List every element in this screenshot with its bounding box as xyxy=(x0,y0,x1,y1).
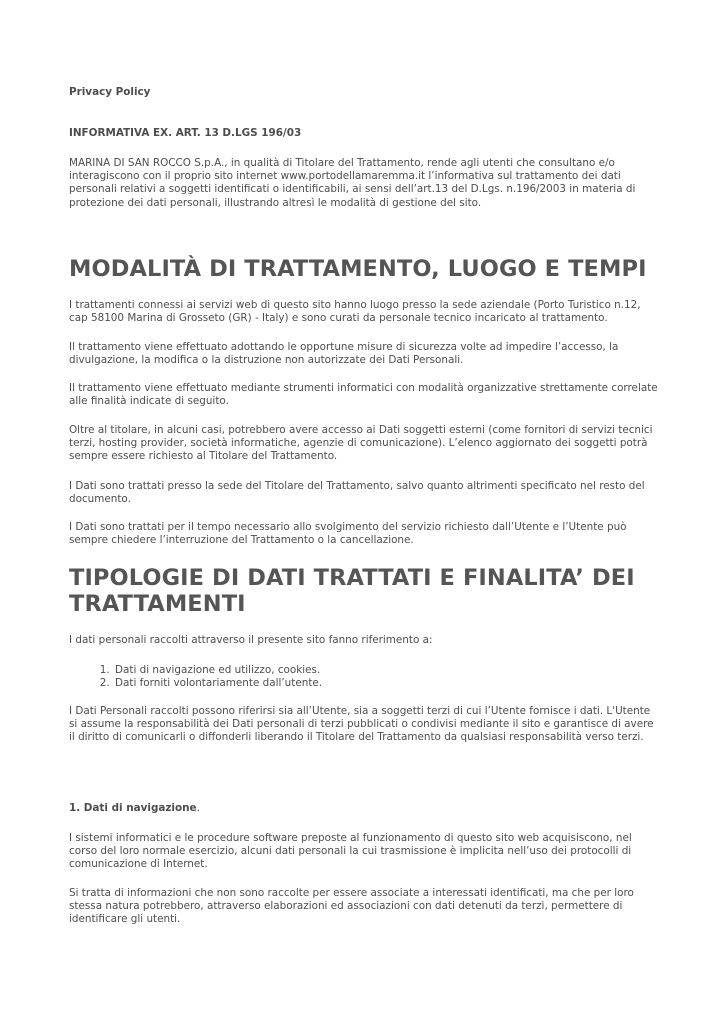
intro-paragraph: MARINA DI SAN ROCCO S.p.A., in qualità di Titolare del Trattamento, rende agli utenti che consultano e/o interagiscono con il proprio sito internet www.portodellamaremma.it l’informativa sul trattamento dei dati personali relativi a soggetti identificati o identificabili, ai sensi dell’art.13 del D.Lgs. n.196/2003 in materia di protezione dei dati personali, illustrando altresì le modalità di gestione del sito. xyxy=(69,157,636,209)
section1-paragraph: I Dati sono trattati per il tempo necessario allo svolgimento del servizio richiesto dall’Utente e l’Utente può sempre chiedere l’interruzione del Trattamento o la cancellazione. xyxy=(69,521,627,547)
section1-paragraph: I trattamenti connessi ai servizi web di questo sito hanno luogo presso la sede aziendale (Porto Turistico n.12, cap 58100 Marina di Grosseto (GR) - Italy) e sono curati da personale tecnico incaricato al trattamento. xyxy=(69,299,641,325)
subsection-heading xyxy=(69,802,659,815)
section1-paragraph: Il trattamento viene effettuato mediante strumenti informatici con modalità organizzative strettamente correlate alle finalità indicate di seguito. xyxy=(69,382,658,408)
data-types-list xyxy=(69,664,703,690)
subsection-heading-suffix: . xyxy=(196,802,200,814)
section-heading-modalita: MODALITÀ DI TRATTAMENTO, LUOGO E TEMPI xyxy=(69,256,647,282)
section2-lead: I dati personali raccolti attraverso il presente sito fanno riferimento a: xyxy=(69,634,433,646)
section1-paragraph: I Dati sono trattati presso la sede del Titolare del Trattamento, salvo quanto altrimenti specificato nel resto del documento. xyxy=(69,480,645,506)
section1-paragraph: Oltre al titolare, in alcuni casi, potrebbero avere accesso ai Dati soggetti esterni (come fornitori di servizi tecnici terzi, hosting provider, società informatiche, agenzie di comunicazione). L’elenco aggiornato dei soggetti potrà sempre essere richiesto al Titolare del Trattamento. xyxy=(69,424,653,463)
document-subtitle: INFORMATIVA EX. ART. 13 D.LGS 196/03 xyxy=(69,127,302,139)
list-item: 2. Dati forniti volontariamente dall’utente. xyxy=(113,677,703,690)
section1-paragraph: Il trattamento viene effettuato adottando le opportune misure di sicurezza volte ad impedire l’accesso, la divulgazione, la modifica o la distruzione non autorizzate dei Dati Personali. xyxy=(69,341,619,367)
subsection1-paragraph: I sistemi informatici e le procedure software preposte al funzionamento di questo sito web acquisiscono, nel corso del loro normale esercizio, alcuni dati personali la cui trasmissione è implicita nell’uso dei protocolli di comunicazione di Internet. xyxy=(69,832,632,871)
subsection1-paragraph: Si tratta di informazioni che non sono raccolte per essere associate a interessati identificati, ma che per loro stessa natura potrebbero, attraverso elaborazioni ed associazioni con dati detenuti da terzi, permettere di identificare gli utenti. xyxy=(69,887,634,926)
page-title: Privacy Policy xyxy=(69,86,151,98)
list-item: 1. Dati di navigazione ed utilizzo, cookies. xyxy=(113,664,703,677)
section2-paragraph: I Dati Personali raccolti possono riferirsi sia all’Utente, sia a soggetti terzi di cui l’Utente fornisce i dati. L'Utente si assume la responsabilità dei Dati personali di terzi pubblicati o condivisi mediante il sito e garantisce di avere il diritto di comunicarli o diffonderli liberando il Titolare del Trattamento da qualsiasi responsabilità verso terzi. xyxy=(69,705,654,744)
section-heading-tipologie: TIPOLOGIE DI DATI TRATTATI E FINALITA’ DEI TRATTAMENTI xyxy=(69,565,635,617)
subsection-heading-text: 1. Dati di navigazione xyxy=(69,802,197,814)
